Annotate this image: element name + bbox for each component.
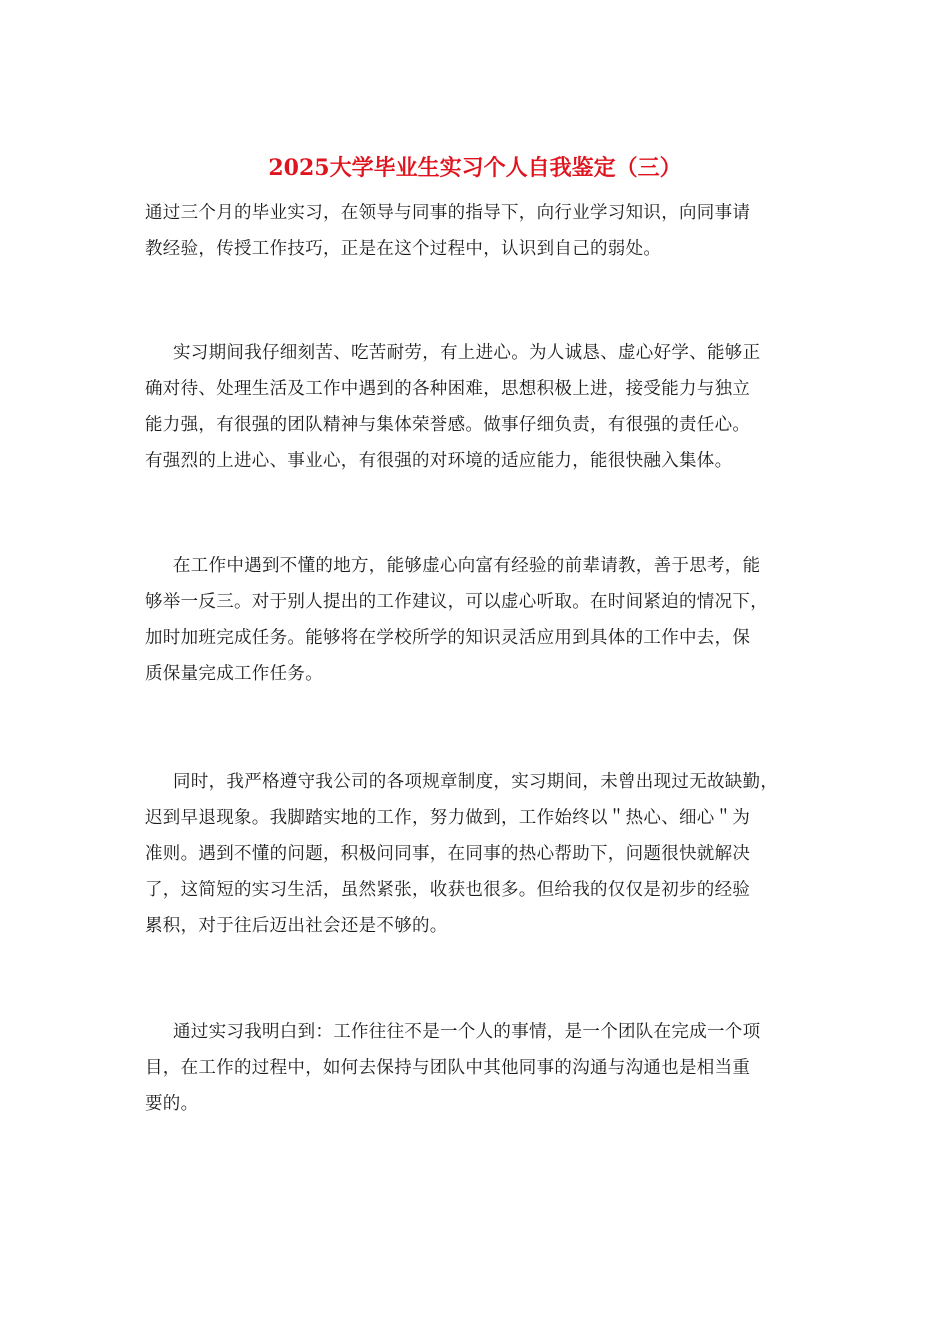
paragraph-4 xyxy=(145,764,810,944)
paragraph-line: 有强烈的上进心、事业心，有很强的对环境的适应能力，能很快融入集体。 xyxy=(145,451,733,471)
paragraph-line: 了，这简短的实习生活，虽然紧张，收获也很多。但给我的仅仅是初步的经验 xyxy=(145,880,751,900)
paragraph-line: 通过实习我明白到：工作往往不是一个人的事情，是一个团队在完成一个项 xyxy=(173,1022,761,1042)
paragraph-line: 同时，我严格遵守我公司的各项规章制度，实习期间，未曾出现过无故缺勤， xyxy=(173,772,779,792)
paragraph-line: 目，在工作的过程中，如何去保持与团队中其他同事的沟通与沟通也是相当重 xyxy=(145,1058,751,1078)
paragraph-line: 要的。 xyxy=(145,1094,199,1114)
paragraph-line: 准则。遇到不懂的问题，积极问同事，在同事的热心帮助下，问题很快就解决 xyxy=(145,844,751,864)
paragraph-5 xyxy=(145,1014,810,1122)
paragraph-line: 迟到早退现象。我脚踏实地的工作，努力做到，工作始终以＂热心、细心＂为 xyxy=(145,808,751,828)
document-title: 2025大学毕业生实习个人自我鉴定（三） xyxy=(268,155,682,181)
paragraph-line: 加时加班完成任务。能够将在学校所学的知识灵活应用到具体的工作中去，保 xyxy=(145,628,751,648)
paragraph-line: 实习期间我仔细刻苦、吃苦耐劳，有上进心。为人诚恳、虚心好学、能够正 xyxy=(173,343,761,363)
paragraph-line: 能力强，有很强的团队精神与集体荣誉感。做事仔细负责，有很强的责任心。 xyxy=(145,415,751,435)
paragraph-line: 累积，对于往后迈出社会还是不够的。 xyxy=(145,916,448,936)
paragraph-line: 教经验，传授工作技巧，正是在这个过程中，认识到自己的弱处。 xyxy=(145,239,662,259)
paragraph-line: 通过三个月的毕业实习，在领导与同事的指导下，向行业学习知识，向同事请 xyxy=(145,203,751,223)
paragraph-1 xyxy=(145,195,810,267)
paragraph-2 xyxy=(145,335,810,479)
paragraph-line: 够举一反三。对于别人提出的工作建议，可以虚心听取。在时间紧迫的情况下， xyxy=(145,592,768,612)
paragraph-line: 在工作中遇到不懂的地方，能够虚心向富有经验的前辈请教，善于思考，能 xyxy=(173,556,761,576)
paragraph-3 xyxy=(145,548,810,692)
paragraph-line: 质保量完成工作任务。 xyxy=(145,664,323,684)
paragraph-line: 确对待、处理生活及工作中遇到的各种困难，思想积极上进，接受能力与独立 xyxy=(145,379,751,399)
